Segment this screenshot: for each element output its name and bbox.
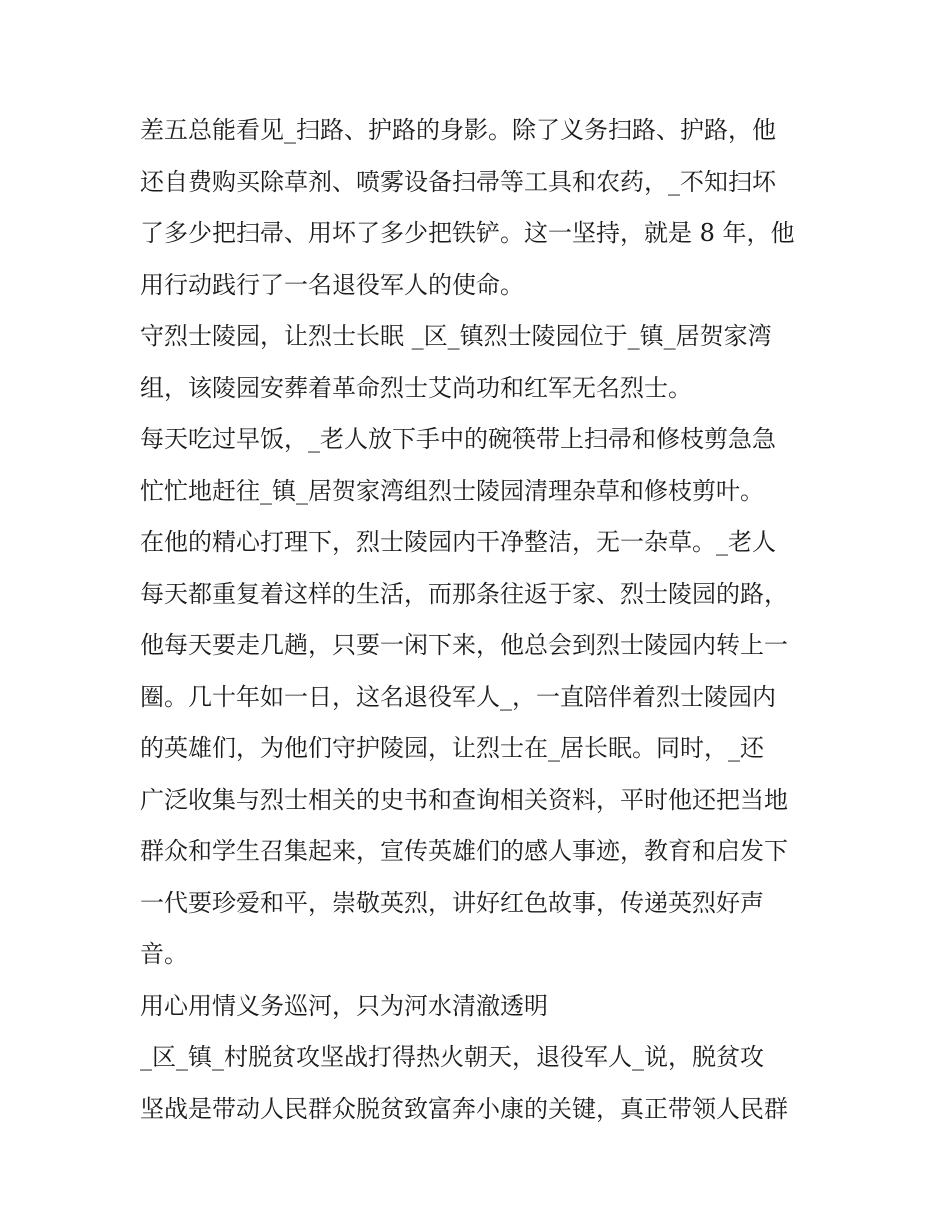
text-line: 在他的精心打理下，烈士陵园内干净整洁，无一杂草。_老人 [140, 528, 776, 556]
text-line: 音。 [140, 940, 188, 968]
text-line: 还自费购买除草剂、喷雾设备扫帚等工具和农药，_不知扫坏 [140, 167, 776, 196]
text-line: 坚战是带动人民群众脱贫致富奔小康的关键，真正带领人民群 [140, 1094, 788, 1123]
text-line: 的英雄们，为他们守护陵园，让烈士在_居长眠。同时，_还 [140, 734, 764, 762]
text-line: 群众和学生召集起来，宣传英雄们的感人事迹，教育和启发下 [140, 837, 788, 865]
text-line: 他每天要走几趟，只要一闲下来，他总会到烈士陵园内转上一 [140, 631, 788, 659]
text-line: 一代要珍爱和平，崇敬英烈，讲好红色故事，传递英烈好声 [140, 888, 764, 917]
text-line: 每天吃过早饭，_老人放下手中的碗筷带上扫帚和修枝剪急急 [140, 425, 776, 453]
text-line: 每天都重复着这样的生活，而那条往返于家、烈士陵园的路， [140, 579, 788, 608]
section-heading: 用心用情义务巡河，只为河水清澈透明 [140, 991, 548, 1020]
text-line: 用行动践行了一名退役军人的使命。 [140, 270, 524, 299]
text-line: 了多少把扫帚、用坏了多少把铁铲。这一坚持，就是 8 年，他 [140, 219, 795, 247]
text-line: 忙忙地赶往_镇_居贺家湾组烈士陵园清理杂草和修枝剪叶。 [140, 476, 764, 505]
section-heading: 守烈士陵园，让烈士长眠 _区_镇烈士陵园位于_镇_居贺家湾 [140, 322, 772, 350]
text-line: _区_镇_村脱贫攻坚战打得热火朝天，退役军人_说，脱贫攻 [140, 1043, 764, 1071]
text-line: 组，该陵园安葬着革命烈士艾尚功和红军无名烈士。 [140, 373, 692, 402]
text-line: 圈。几十年如一日，这名退役军人_，一直陪伴着烈士陵园内 [140, 682, 776, 711]
document-body [140, 105, 820, 1135]
text-line: 广泛收集与烈士相关的史书和查询相关资料，平时他还把当地 [140, 785, 788, 814]
text-line: 差五总能看见_扫路、护路的身影。除了义务扫路、护路，他 [140, 116, 776, 144]
